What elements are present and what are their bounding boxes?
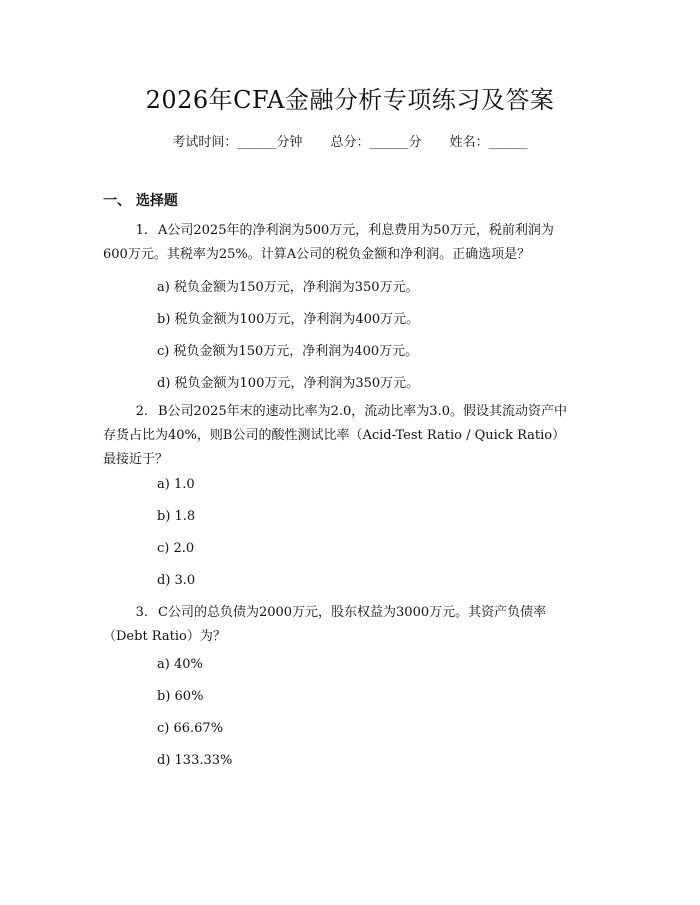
section-heading: 一、 选择题 xyxy=(103,193,178,209)
option-a: a) 1.0 xyxy=(157,477,195,492)
question-text-continued: （Debt Ratio）为？ xyxy=(103,629,226,644)
question-2 xyxy=(103,400,603,472)
question-number: 3. xyxy=(135,605,148,620)
question-text-continued: 最接近于？ xyxy=(103,452,169,467)
option-a: a) 税负金额为150万元，净利润为350万元。 xyxy=(157,280,419,295)
option-d: d) 133.33% xyxy=(157,753,233,768)
option-b: b) 1.8 xyxy=(157,509,196,524)
option-c: c) 2.0 xyxy=(157,541,195,556)
option-c: c) 税负金额为150万元，净利润为400万元。 xyxy=(157,344,419,359)
option-d: d) 3.0 xyxy=(157,573,196,588)
option-c: c) 66.67% xyxy=(157,721,224,736)
question-text: A公司2025年的净利润为500万元，利息费用为50万元，税前利润为 xyxy=(158,223,554,238)
option-b: b) 60% xyxy=(157,689,204,704)
student-name-field: 姓名：______ xyxy=(449,135,528,150)
question-text-continued: 600万元。其税率为25%。计算A公司的税负金额和净利润。正确选项是？ xyxy=(103,247,531,262)
option-d: d) 税负金额为100万元，净利润为350万元。 xyxy=(157,376,420,391)
exam-meta xyxy=(0,131,700,150)
question-number: 1. xyxy=(135,223,148,238)
question-text: C公司的总负债为2000万元，股东权益为3000万元。其资产负债率 xyxy=(158,605,547,620)
document-title: 2026年CFA金融分析专项练习及答案 xyxy=(145,86,555,114)
option-a: a) 40% xyxy=(157,657,203,672)
question-3 xyxy=(103,601,603,649)
question-text-continued: 存货占比为40%，则B公司的酸性测试比率（Acid-Test Ratio / Quick Ratio） xyxy=(103,428,566,443)
question-number: 2. xyxy=(135,404,148,419)
option-b: b) 税负金额为100万元，净利润为400万元。 xyxy=(157,312,420,327)
exam-time-field: 考试时间：______分钟 xyxy=(172,135,303,150)
total-score-field: 总分：______分 xyxy=(330,135,422,150)
question-text: B公司2025年末的速动比率为2.0，流动比率为3.0。假设其流动资产中 xyxy=(158,404,567,419)
question-1 xyxy=(103,219,603,267)
